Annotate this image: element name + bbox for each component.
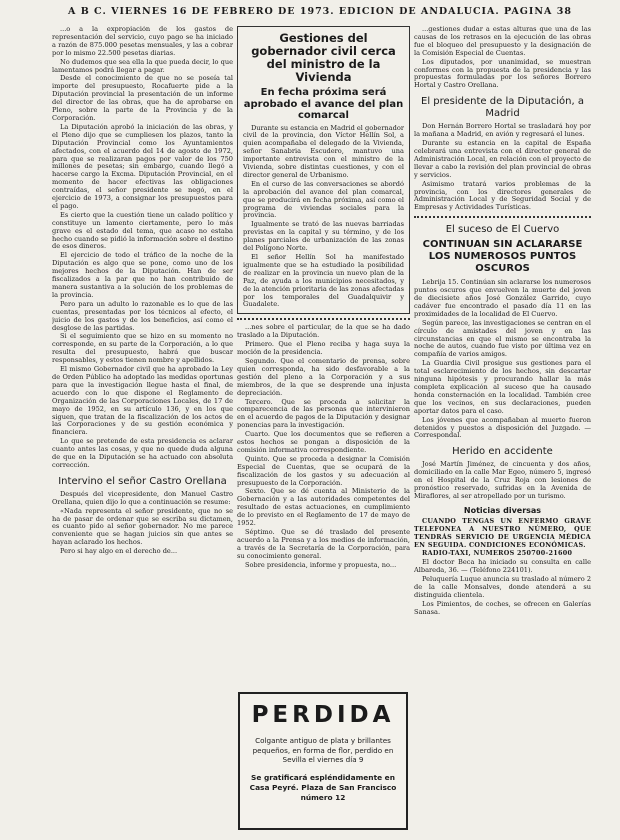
paragraph: Sexto. Que se dé cuenta al Ministerio de la Gobernación y a las autoridades competentes del resultado de estas actuaciones, en cumplimiento de lo previsto en el Reglamento de 17 de mayo de 1952.: [237, 487, 410, 528]
paragraph: El mismo Gobernador civil que ha aprobado la Ley de Orden Público ha adoptado las medidas oportunas para que la investigación llegue hasta el final, de acuerdo con lo que dispone el Reglamento de Organización de las Corporaciones Locales, de 17 de mayo de 1952, en su artículo 136, y en los que siguen, que tratan de la fiscalización de los actos de las Corporaciones y de su gestión económica y financiera.: [52, 365, 233, 437]
paragraph: «Nada representa el señor presidente, que no se ha de pasar de ordenar que se escriba su dictamen, es cuanto pido al señor gobernador. No me parece conveniente que se hagan juicios sin que antes se hayan aclarado los hechos.: [52, 506, 233, 547]
dotted-divider: [414, 216, 591, 218]
paragraph: ...nes sobre el particular, de la que se ha dado traslado a la Diputación.: [237, 323, 410, 340]
paragraph: Durante su estancia en Madrid el gobernador civil de la provincia, don Víctor Hellín Sol, a quien acompañaba el delegado de la Vivienda, señor Sanabria Escudero, mantuvo una importante entrevista con el ministro de la Vivienda, sobre distintas cuestiones, y con el director general de Urbanismo.: [243, 123, 404, 179]
headline-gobernador: Gestiones del gobernador civil cerca del ministro de la Vivienda: [251, 31, 396, 84]
paragraph: Pero si hay algo en el derecho de...: [60, 547, 178, 556]
subheadline-plan-comarcal: En fecha próxima será aprobado el avance del plan comarcal: [243, 87, 404, 121]
paragraph: Segundo. Que el comentario de prensa, sobre quien corresponda, ha sido desfavorable a la gestión del pleno a la Corporación y a sus miembros, de la que se desprende una injusta depreciación.: [237, 356, 410, 397]
paragraph: Cuarto. Que los documentos que se refieren a estos hechos se pongan a disposición de la comisión informativa correspondiente.: [237, 430, 410, 454]
paragraph: La Guardia Civil prosigue sus gestiones para el total esclarecimiento de los hechos, sin descartar ninguna hipótesis y procurando hallar la más completa explicación al suceso que ha causado honda consternación en la localidad. También cree que los vecinos, en sus declaraciones, pueden aportar datos para el caso.: [414, 359, 591, 415]
paragraph: Lo que se pretende de esta presidencia es aclarar cuanto antes las cosas, y que no quede duda alguna de que en la Diputación se ha actuado con absoluta corrección.: [52, 437, 233, 469]
paragraph: En el curso de las conversaciones se abordó la aprobación del avance del plan comarcal, que se producirá en fecha próxima, así como el programa de viviendas sociales para la provincia.: [243, 179, 404, 220]
paragraph: Igualmente se trató de las nuevas barriadas previstas en la capital y su término, y de los planes parciales de urbanización de las zonas del Polígono Norte.: [243, 220, 404, 253]
paragraph: ...o a la expropiación de los gastos de representación del servicio, cuyo pago se ha iniciado a razón de 875.000 pesetas mensuales, y las a cobrar por lo mismo 22.500 pesetas diarias.: [52, 26, 233, 57]
headline-herido: Herido en accidente: [452, 446, 553, 458]
headline-presidente-madrid: El presidente de la Diputación, a Madrid: [421, 96, 584, 120]
paragraph: Primero. Que el Pleno reciba y haga suya la moción de la presidencia.: [237, 340, 410, 357]
classified-ad-perdida: [238, 692, 408, 830]
paragraph: La Diputación aprobó la iniciación de las obras, y el Pleno dijo que se cumpliesen los plazos, tanto la Diputación Provincial como los Ayuntamientos afectados, con el acuerdo del 14 de agosto de 1972, para que se realizaran pagos por valor de los 750 millones de pesetas; sin embargo, cuando llegó a hacerse cargo la Excma. Diputación Provincial, en el momento de hacer efectivas las obligaciones contraídas, el señor presidente se negó, en el ejercicio de 1973, a consignar los presupuestos para el pago.: [52, 122, 233, 210]
paragraph: Es cierto que la cuestión tiene un calado político y constituye un lamento ciertamente, pero lo más grave es el estado del tema, que acaso no estaba hecho cuando se pidió la información sobre el destino de esos dineros.: [52, 210, 233, 251]
paragraph: Los jóvenes que acompañaban al muerto fueron detenidos y puestos a disposición del Juzgado. — Correspondal.: [414, 415, 591, 440]
dotted-divider: [237, 318, 410, 320]
paragraph: No dudemos que sea ella la que pueda decir, lo que lamentamos podrá llegar a pagar.: [52, 57, 233, 74]
paragraph: El doctor Beca ha iniciado su consulta en calle Albareda, 36. — (Teléfono 224101).: [414, 558, 591, 575]
paragraph: Asimismo tratará varios problemas de la provincia, con los directores generales de Administración Local y de Seguridad Social y de Empresas y Actividades Turísticas.: [414, 179, 591, 212]
notice-urgencia: CUANDO TENGAS UN ENFERMO GRAVE TELEFONEA A NUESTRO NÚMERO, QUE TENDRÁS SERVICIO DE URGENCIA MÉDICA EN SEGUIDA. CONDICIONES ECONÓMICAS.: [414, 516, 591, 549]
ad-reward: Se gratificará espléndidamente en Casa Peyré. Plaza de San Francisco número 12: [249, 772, 397, 802]
article-box-gobernador: [237, 26, 410, 314]
paragraph: Pero para un adulto lo razonable es lo que de las cuentas, presentadas por los técnicos al efecto, el juicio de los gastos y de los beneficios, así como el desglose de las partidas.: [52, 299, 233, 332]
ad-body: Colgante antiguo de plata y brillantes pequeños, en forma de flor, perdido en Sevilla el viernes día 9: [252, 736, 394, 765]
paragraph: Los diputados, por unanimidad, se muestran conformes con la propuesta de la presidencia y las propuestas formuladas por los señores Borrero Hortal y Castro Orellana.: [414, 57, 591, 90]
paragraph: Según parece, las investigaciones se centran en el círculo de amistades del joven y en las circunstancias en que el mismo se encontraba la noche de autos, cuando fue visto por última vez en compañía de varios amigos.: [414, 318, 591, 359]
paragraph: Don Hernán Borrero Hortal se trasladará hoy por la mañana a Madrid, en avión y regresará el lunes.: [414, 122, 591, 139]
paragraph: El ejercicio de todo el tráfico de la noche de la Diputación es algo que se pone, como uno de los mejores hechos de la Diputación. Han de ser fiscalizados a la par que no han contribuido de manera sustantiva a la solución de los problemas de la provincia.: [52, 251, 233, 299]
column-3: [414, 26, 591, 836]
paragraph: José Martín Jiménez, de cincuenta y dos años, domiciliado en la calle Mar Egeo, número 5, ingresó en el Hospital de la Cruz Roja con lesiones de pronóstico reservado, sufridas en la Avenida de Miraflores, al ser atropellado por un turismo.: [414, 460, 591, 500]
ad-title: PERDIDA: [251, 702, 395, 728]
paragraph: Tercero. Que se proceda a solicitar la comparecencia de las personas que intervinieron en el acuerdo de pagos de la Diputación y designar ponencias para la investigación.: [237, 397, 410, 430]
paragraph: Lebrija 15. Continúan sin aclararse los numerosos puntos oscuros que envuelven la muerte del joven de diecisiete años José González Garrido, cuyo cadáver fue encontrado el pasado día 11 en las proximidades de la localidad de El Cuervo.: [414, 278, 591, 318]
paragraph: ...gestiones dudar a estas alturas que una de las causas de los retrasos en la ejecución de las obras fue el bloqueo del presupuesto y la designación de la Comisión Especial de Cuentas.: [414, 26, 591, 57]
paragraph: Sobre presidencia, informe y propuesta, no...: [245, 560, 397, 569]
page-header: A B C. VIERNES 16 DE FEBRERO DE 1973. EDICION DE ANDALUCIA. PAGINA 38: [68, 6, 572, 17]
paragraph: El señor Hellín Sol ha manifestado igualmente que se ha estudiado la posibilidad de realizar en la provincia un nuevo plan de la Paz, de ayuda a los municipios necesitados, y de la atención prioritaria de las zonas afectadas por los temporales del Guadalquivir y Guadalete.: [243, 253, 404, 309]
paragraph: Los Pimientos, de coches, se ofrecen en Galerías Sanasa.: [414, 599, 591, 616]
headline-noticias: Noticias diversas: [463, 505, 542, 515]
notice-radio-taxi: RADIO-TAXI, NUMEROS 250700-21600: [422, 549, 573, 558]
headline-puntos-oscuros: CONTINUAN SIN ACLARARSE LOS NUMEROSOS PUNTOS OSCUROS: [422, 239, 583, 275]
paragraph: Desde el conocimiento de que no se poseía tal importe del presupuesto, Rocafuerte pide a la Diputación provincial la presentación de un informe del director de las obras, que ha de aprobarse en Pleno, sobre la parte de la Provincia y de la Corporación.: [52, 74, 233, 122]
paragraph: Quinto. Que se proceda a designar la Comisión Especial de Cuentas, que se ocupará de la fiscalización de los gastos y su adecuación al presupuesto de la Corporación.: [237, 454, 410, 487]
paragraph: Si el seguimiento que se hizo en su momento no corresponde, en su parte de la Corporación, a lo que resulta del presupuesto, habrá que buscar responsables, y estos tienen nombre y apellidos.: [52, 332, 233, 365]
box-title-suceso: El suceso de El Cuervo: [445, 224, 560, 236]
paragraph: Peluquería Luque anuncia su traslado al número 2 de la calle Monsalves, donde atenderá a su distinguida clientela.: [414, 575, 591, 599]
subheadline-castro-orellana: Intervino el señor Castro Orellana: [58, 475, 227, 487]
paragraph: Séptimo. Que se dé traslado del presente acuerdo a la Prensa y a los medios de información, a través de la Secretaría de la Corporación, para su conocimiento general.: [237, 528, 410, 560]
paragraph: Durante su estancia en la capital de España celebrará una entrevista con el director general de Administración Local, en relación con el proyecto de llevar a cabo la revisión del plan provincial de obras y servicios.: [414, 139, 591, 179]
column-1: [52, 26, 233, 836]
paragraph: Después del vicepresidente, don Manuel Castro Orellana, quien dijo lo que a continuación se resume:: [52, 489, 233, 506]
